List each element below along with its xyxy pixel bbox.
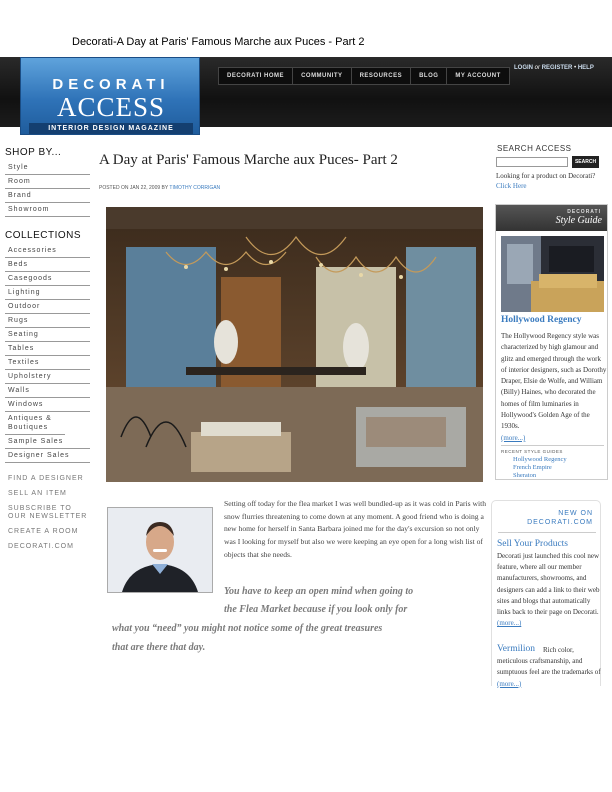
recent-guide-hollywood-regency[interactable]: Hollywood Regency <box>513 456 567 463</box>
nav-decorati-home[interactable]: DECORATI HOME <box>219 68 293 84</box>
sidebar-links <box>8 475 93 558</box>
recent-guide-french-empire[interactable]: French Empire <box>513 464 552 471</box>
or-separator: or <box>534 65 541 71</box>
create-room-link[interactable]: CREATE A ROOM <box>8 528 79 535</box>
nav-blog[interactable]: BLOG <box>411 68 447 84</box>
new-on-heading: NEW ON <box>558 510 593 517</box>
main-nav <box>218 67 510 85</box>
search-input[interactable] <box>496 157 568 167</box>
sidebar-item-upholstery[interactable]: Upholstery <box>5 370 90 384</box>
sell-your-products-desc: Decorati just launched this cool new feature, where all our member manufacturers, showrooms, and designers can add a link to their web sites and blogs that automatically links back to their page on Decorati. <box>497 552 600 617</box>
vermilion-text <box>497 645 601 690</box>
product-search-prompt <box>496 172 608 191</box>
click-here-link[interactable]: Click Here <box>496 181 527 190</box>
sidebar-item-room[interactable]: Room <box>5 175 90 189</box>
logo-tagline: INTERIOR DESIGN MAGAZINE <box>29 123 193 134</box>
search-button[interactable]: SEARCH <box>572 156 599 168</box>
sell-your-products-title[interactable]: Sell Your Products <box>497 539 568 549</box>
sidebar-item-sample-sales[interactable]: Sample Sales <box>5 435 90 449</box>
collections-menu <box>5 230 90 463</box>
login-link[interactable]: LOGIN <box>514 65 533 71</box>
recent-guide-sheraton[interactable]: Sheraton <box>513 472 537 479</box>
sell-your-products-more-link[interactable]: (more...) <box>497 619 522 628</box>
nav-community[interactable]: COMMUNITY <box>293 68 352 84</box>
subscribe-newsletter-link[interactable]: SUBSCRIBE TO OUR NEWSLETTER <box>8 505 88 520</box>
sidebar-item-lighting[interactable]: Lighting <box>5 286 90 300</box>
style-guide-title[interactable]: Hollywood Regency <box>501 315 582 325</box>
nav-resources[interactable]: RESOURCES <box>352 68 412 84</box>
sidebar-item-style[interactable]: Style <box>5 161 90 175</box>
pull-quote-line-1: You have to keep an open mind when going to <box>224 586 414 597</box>
style-guide-more-link[interactable]: (more...) <box>501 433 526 442</box>
sidebar-item-textiles[interactable]: Textiles <box>5 356 90 370</box>
article-body: Setting off today for the flea market I was well bundled-up as it was cold in Paris with snow flurries threatening to come down at any moment. A good friend who is doing a new home for herself in Santa Barbara joined me for the day's excursion so not only was I looking for myself but also we were keeping an eye open for a long wish list of objects that she needs. <box>224 499 486 559</box>
article-title: A Day at Paris' Famous Marche aux Puces- Part 2 <box>99 152 398 168</box>
vermilion-title[interactable]: Vermilion <box>497 644 535 654</box>
collections-heading: COLLECTIONS <box>5 230 82 241</box>
sidebar-item-windows[interactable]: Windows <box>5 398 90 412</box>
pull-quote-line-4: that are there that day. <box>112 642 206 653</box>
style-guide-brand: DECORATI <box>567 209 601 215</box>
style-guide-text: The Hollywood Regency style was characterized by high glamour and glitz and emerged through the work of interior designers, such as Dorothy Draper, Elsie de Wolfe, and William (Billy) Haines, who decorated the homes of film luminaries in Hollywood's Golden Age of the 1930s. <box>501 332 607 431</box>
logo-brand: DECORATI <box>52 76 170 93</box>
hollywood-regency-image[interactable] <box>501 236 604 312</box>
bullet-separator: • <box>574 65 577 71</box>
find-designer-link[interactable]: FIND A DESIGNER <box>8 475 84 482</box>
sidebar-item-outdoor[interactable]: Outdoor <box>5 300 90 314</box>
new-on-site-heading: DECORATI.COM <box>527 519 593 526</box>
sidebar-item-accessories[interactable]: Accessories <box>5 244 90 258</box>
sidebar-item-antiques[interactable]: Antiques & Boutiques <box>5 412 65 435</box>
sidebar-item-designer-sales[interactable]: Designer Sales <box>5 449 90 463</box>
sidebar-item-walls[interactable]: Walls <box>5 384 90 398</box>
sidebar-item-rugs[interactable]: Rugs <box>5 314 90 328</box>
pull-quote-line-3: what you “need” you might not notice some of the great treasures <box>112 623 383 634</box>
author-portrait <box>107 507 213 593</box>
author-link[interactable]: TIMOTHY CORRIGAN <box>169 185 221 191</box>
sidebar-item-tables[interactable]: Tables <box>5 342 90 356</box>
site-logo[interactable] <box>20 57 200 135</box>
style-guide-box <box>495 204 608 480</box>
flea-market-photo <box>106 207 483 482</box>
vermilion-more-link[interactable]: (more...) <box>497 679 522 688</box>
register-link[interactable]: REGISTER <box>541 65 573 71</box>
posted-date: POSTED ON JAN 22, 2009 BY <box>99 185 169 191</box>
recent-style-guides-label: RECENT STYLE GUIDES <box>501 449 563 454</box>
document-title: Decorati-A Day at Paris' Famous Marche aux Puces - Part 2 <box>72 36 365 48</box>
vermilion-desc: Rich color, meticulous craftsmanship, and sumptuous feel are the trademarks of <box>497 646 601 677</box>
sidebar-item-brand[interactable]: Brand <box>5 189 90 203</box>
sidebar-item-casegoods[interactable]: Casegoods <box>5 272 90 286</box>
sell-item-link[interactable]: SELL AN ITEM <box>8 490 67 497</box>
new-on-decorati-box <box>491 500 601 686</box>
style-guide-script-title: Style Guide <box>555 215 602 226</box>
style-guide-header <box>496 205 607 231</box>
sell-your-products-text <box>497 551 601 629</box>
shop-by-menu <box>5 147 90 217</box>
sidebar-item-beds[interactable]: Beds <box>5 258 90 272</box>
looking-text: Looking for a product on Decorati? <box>496 172 596 180</box>
style-guide-description <box>501 331 607 444</box>
style-guide-divider <box>501 445 604 446</box>
help-link[interactable]: HELP <box>577 65 594 71</box>
sidebar-item-showroom[interactable]: Showroom <box>5 203 90 217</box>
search-heading: SEARCH ACCESS <box>497 144 572 153</box>
article-byline <box>99 185 220 191</box>
decorati-com-link[interactable]: DECORATI.COM <box>8 543 74 550</box>
pull-quote-line-2: the Flea Market because if you look only for <box>224 604 408 615</box>
nav-my-account[interactable]: MY ACCOUNT <box>455 73 501 79</box>
new-on-divider <box>498 532 596 533</box>
shop-by-heading: SHOP BY... <box>5 147 62 158</box>
logo-access: ACCESS <box>56 92 166 122</box>
sidebar-item-seating[interactable]: Seating <box>5 328 90 342</box>
account-links <box>514 65 594 71</box>
